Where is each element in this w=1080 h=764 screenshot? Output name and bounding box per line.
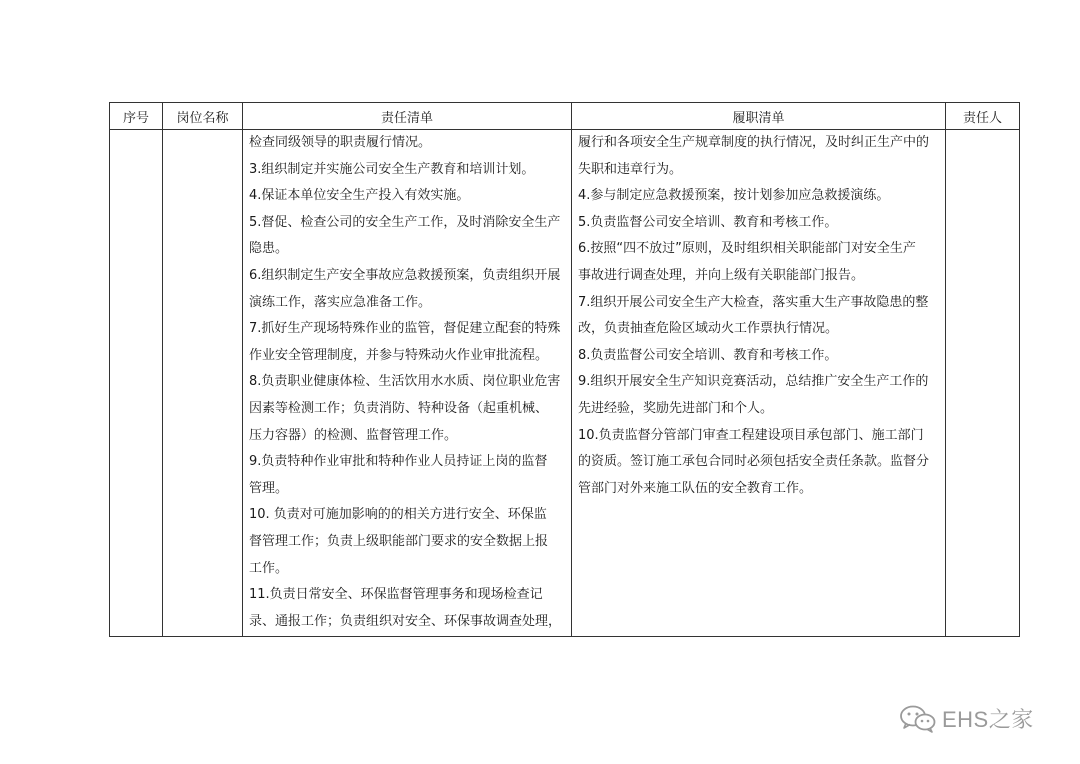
wechat-icon: [898, 704, 938, 734]
text-line: 演练工作，落实应急准备工作。: [249, 294, 432, 310]
text-line: 因素等检测工作；负责消防、特种设备（起重机械、: [249, 400, 549, 416]
text-line: 管理。: [249, 480, 289, 496]
text-line: 6.组织制定生产安全事故应急救援预案，负责组织开展: [249, 267, 561, 283]
text-line: 7.抓好生产现场特殊作业的监管，督促建立配套的特殊: [249, 321, 561, 337]
text-line: 作业安全管理制度，并参与特殊动火作业审批流程。: [249, 347, 549, 363]
performance-text: [572, 130, 945, 502]
text-line: 9.负责特种作业审批和特种作业人员持证上岗的监督: [249, 454, 548, 470]
header-performance-list: 履职清单: [572, 103, 946, 130]
text-line: 工作。: [249, 560, 289, 576]
text-line: 督管理工作；负责上级职能部门要求的安全数据上报: [249, 533, 549, 549]
text-line: 5.督促、检查公司的安全生产工作，及时消除安全生产: [249, 214, 561, 230]
position-cell: [163, 130, 243, 637]
text-line: 改，负责抽查危险区域动火工作票执行情况。: [578, 321, 839, 337]
table-row: [110, 130, 1020, 637]
text-line: 6.按照“四不放过”原则，及时组织相关职能部门对安全生产: [578, 241, 916, 257]
text-line: 4.参与制定应急救援预案，按计划参加应急救援演练。: [578, 188, 890, 204]
watermark: [898, 703, 1034, 734]
text-line: 10. 负责对可施加影响的的相关方进行安全、环保监: [249, 507, 547, 523]
text-line: 压力容器）的检测、监督管理工作。: [249, 427, 458, 443]
text-line: 事故进行调查处理，并向上级有关职能部门报告。: [578, 267, 865, 283]
text-line: 的资质。签订施工承包合同时必须包括安全责任条款。监督分: [578, 454, 930, 470]
text-line: 8.负责监督公司安全培训、教育和考核工作。: [578, 347, 838, 363]
header-row: [110, 103, 1020, 130]
text-line: 9.组织开展安全生产知识竞赛活动，总结推广安全生产工作的: [578, 374, 929, 390]
responsibility-cell: [243, 130, 572, 637]
text-line: 检查同级领导的职责履行情况。: [249, 135, 432, 150]
text-line: 失职和违章行为。: [578, 161, 683, 177]
header-responsible-person: 责任人: [946, 103, 1020, 130]
text-line: 7.组织开展公司安全生产大检查，落实重大生产事故隐患的整: [578, 294, 929, 310]
header-index: 序号: [110, 103, 163, 130]
text-line: 隐患。: [249, 241, 289, 257]
text-line: 3.组织制定并实施公司安全生产教育和培训计划。: [249, 161, 535, 177]
text-line: 10.负责监督分管部门审查工程建设项目承包部门、施工部门: [578, 427, 924, 443]
header-responsibility-list: 责任清单: [243, 103, 572, 130]
text-line: 先进经验，奖励先进部门和个人。: [578, 400, 774, 416]
responsibility-text: [243, 130, 571, 635]
text-line: 11.负责日常安全、环保监督管理事务和现场检查记: [249, 587, 543, 603]
responsible-person-cell: [946, 130, 1020, 637]
header-position: 岗位名称: [163, 103, 243, 130]
responsibility-table: [109, 102, 1020, 637]
text-line: 5.负责监督公司安全培训、教育和考核工作。: [578, 214, 838, 230]
index-cell: [110, 130, 163, 637]
text-line: 8.负责职业健康体检、生活饮用水水质、岗位职业危害: [249, 374, 561, 390]
text-line: 录、通报工作；负责组织对安全、环保事故调查处理，: [249, 613, 562, 629]
text-line: 履行和各项安全生产规章制度的执行情况，及时纠正生产中的: [578, 135, 930, 150]
text-line: 管部门对外来施工队伍的安全教育工作。: [578, 480, 813, 496]
watermark-text: EHS之家: [942, 707, 1034, 732]
text-line: 4.保证本单位安全生产投入有效实施。: [249, 188, 470, 204]
performance-cell: [572, 130, 946, 637]
